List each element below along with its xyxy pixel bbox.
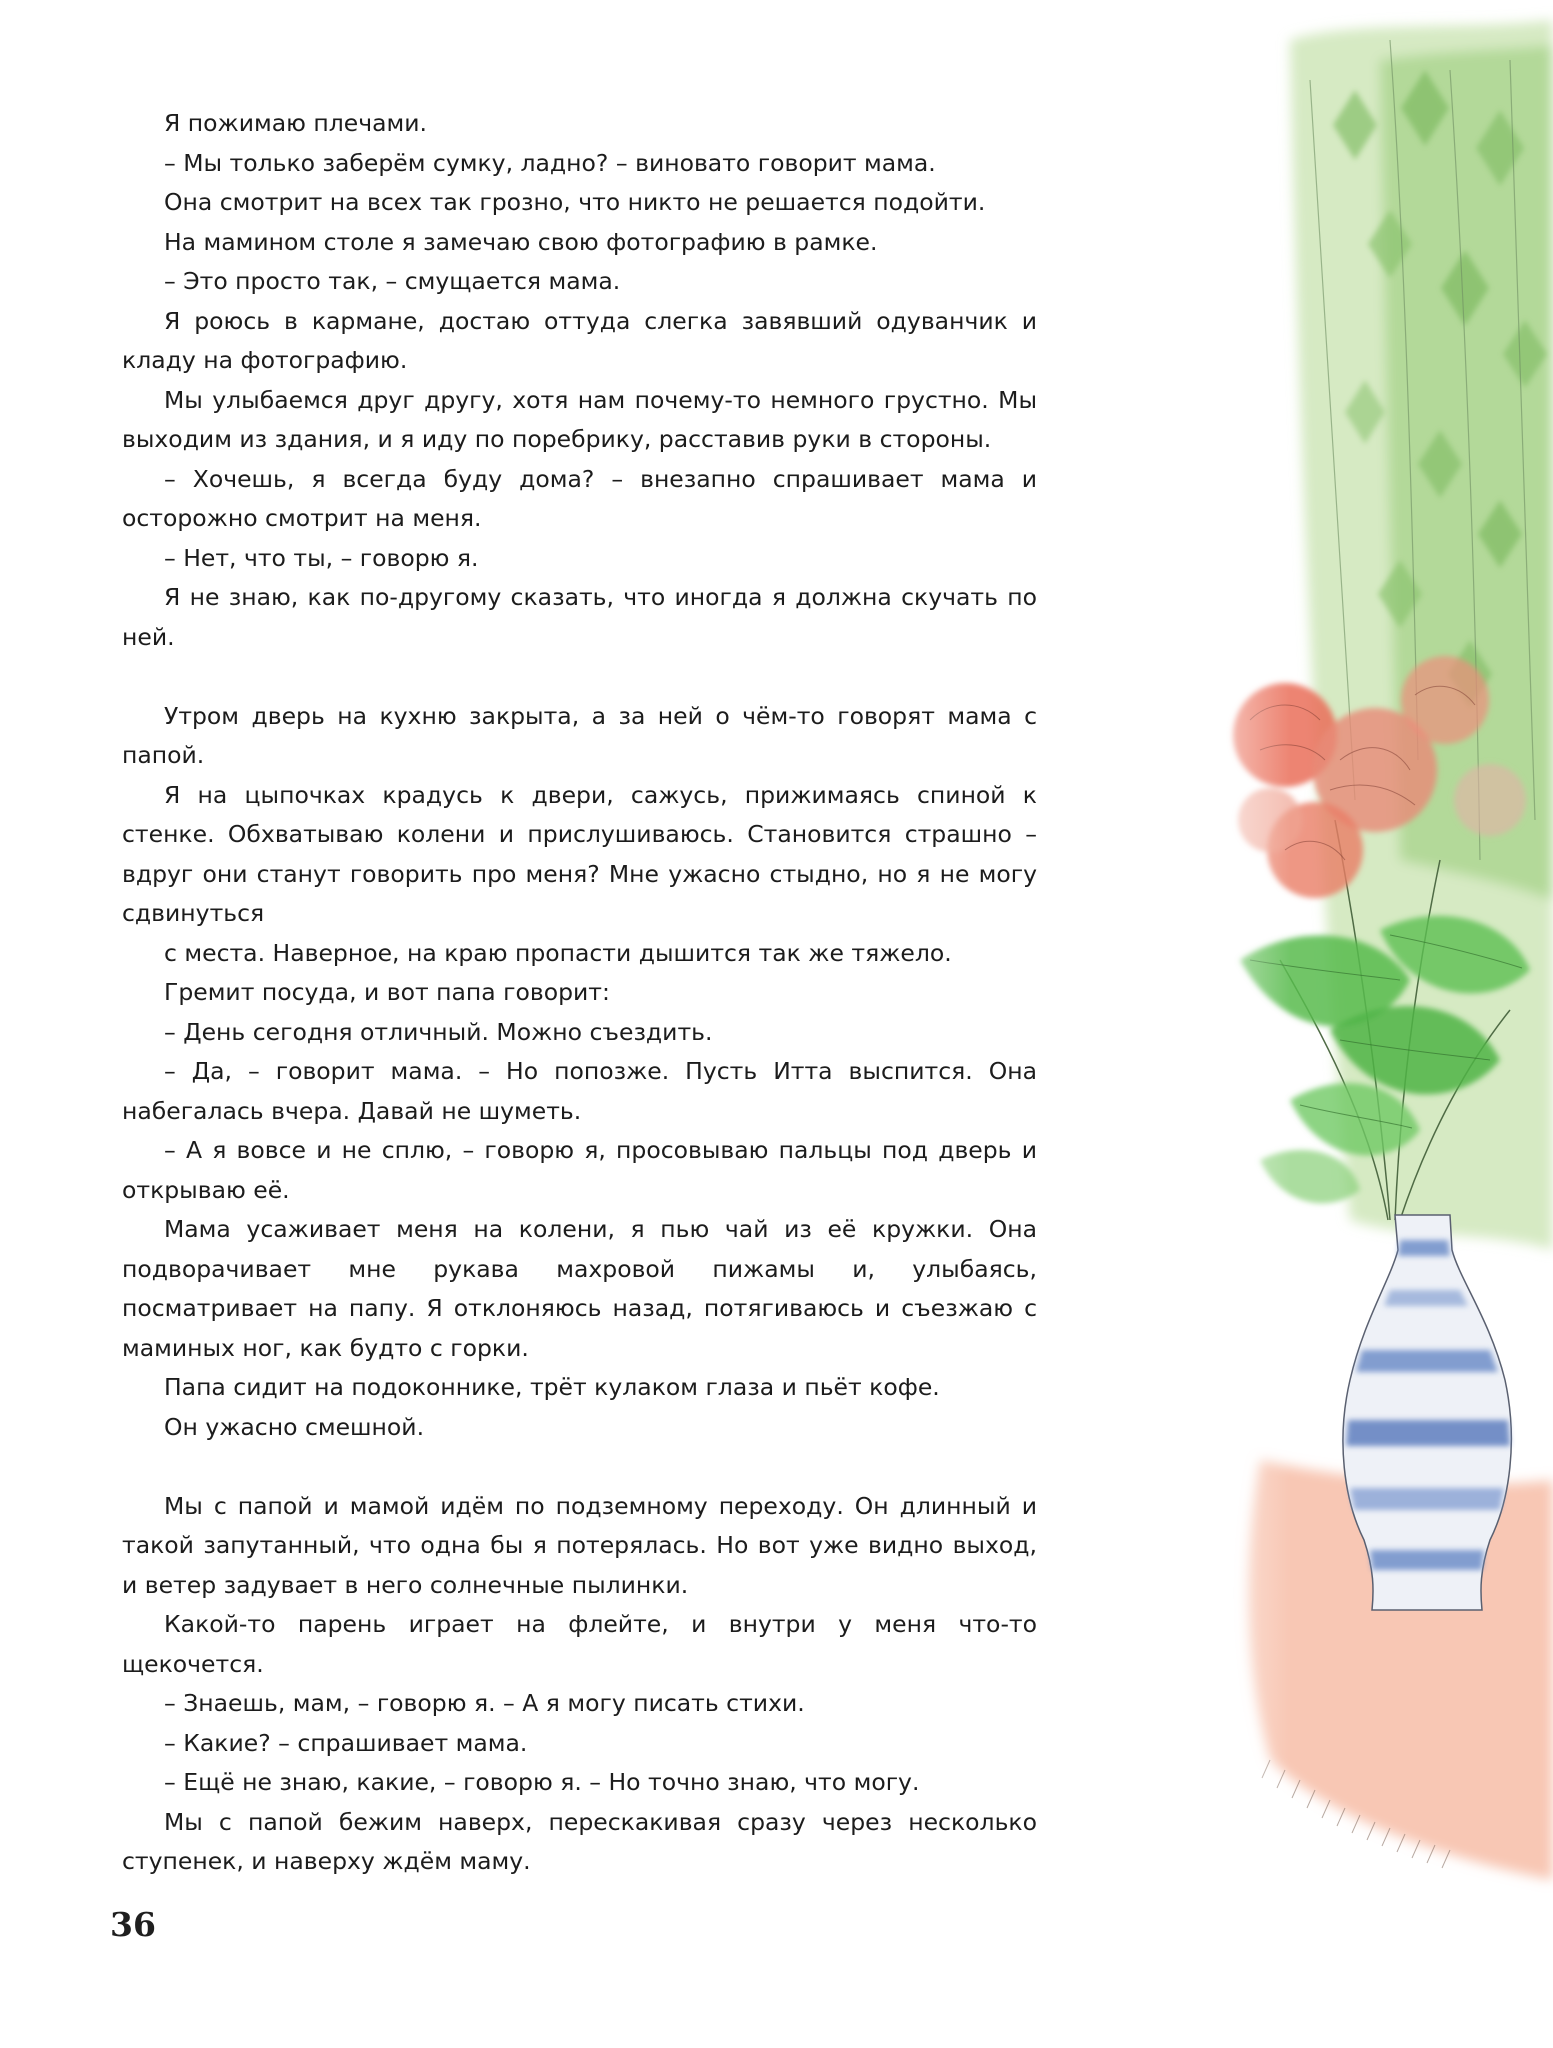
paragraph: – День сегодня отличный. Можно съездить. (164, 1017, 713, 1046)
paragraph: – Хочешь, я всегда буду дома? – внезапно спрашивает мама и осторожно смотрит на меня. (122, 464, 1037, 532)
paragraph: Он ужасно смешной. (164, 1412, 425, 1441)
paragraph: Мама усаживает меня на колени, я пью чай из её кружки. Она подворачивает мне рукава махровой пижамы и, улыбаясь, посматривает на папу. Я отклоняюсь назад, потягиваюсь и съезжаю с маминых ног, как будто с горки. (122, 1215, 1037, 1362)
paragraph: – Да, – говорит мама. – Но попозже. Пусть Итта выспится. Она набегалась вчера. Давай не шуметь. (122, 1057, 1037, 1125)
paragraph: Какой-то парень играет на флейте, и внутри у меня что-то щекочется. (122, 1610, 1037, 1678)
paragraph: На мамином столе я замечаю свою фотографию в рамке. (164, 227, 878, 256)
flower-vase-illustration (1150, 0, 1553, 2048)
paragraph: Мы улыбаемся друг другу, хотя нам почему-то немного грустно. Мы выходим из здания, и я иду по поребрику, расставив руки в стороны. (122, 385, 1037, 453)
paragraph: Мы с папой бежим наверх, перескакивая сразу через несколько ступенек, и наверху ждём маму. (122, 1807, 1037, 1875)
paragraph: Я роюсь в кармане, достаю оттуда слегка завявший одуванчик и кладу на фотографию. (122, 306, 1037, 374)
paragraph: Я на цыпочках крадусь к двери, сажусь, прижимаясь спиной к стенке. Обхватываю колени и прислушиваюсь. Становится страшно – вдруг они станут говорить про меня? Мне ужасно стыдно, но я не могу сдвинуться (122, 780, 1037, 927)
paragraph: – Нет, что ты, – говорю я. (164, 543, 479, 572)
paragraph: – Это просто так, – смущается мама. (164, 267, 621, 295)
page-number: 36 (110, 1905, 156, 1944)
paragraph: Утром дверь на кухню закрыта, а за ней о чём-то говорят мама с папой. (122, 701, 1037, 769)
paragraph: – А я вовсе и не сплю, – говорю я, просовываю пальцы под дверь и открываю её. (122, 1136, 1037, 1204)
story-text (122, 104, 1037, 1882)
paragraph: – Какие? – спрашивает мама. (164, 1728, 528, 1757)
paragraph: – Мы только заберём сумку, ладно? – виновато говорит мама. (164, 148, 936, 177)
paragraph: Я пожимаю плечами. (164, 109, 427, 137)
paragraph: с места. Наверное, на краю пропасти дышится так же тяжело. (164, 938, 952, 967)
paragraph: Папа сидит на подоконнике, трёт кулаком глаза и пьёт кофе. (164, 1373, 940, 1401)
paragraph: Она смотрит на всех так грозно, что никто не решается подойти. (164, 188, 986, 216)
paragraph: – Ещё не знаю, какие, – говорю я. – Но точно знаю, что могу. (164, 1768, 920, 1796)
paragraph: Гремит посуда, и вот папа говорит: (164, 978, 610, 1006)
paragraph: Я не знаю, как по-другому сказать, что иногда я должна скучать по ней. (122, 583, 1037, 651)
paragraph: – Знаешь, мам, – говорю я. – А я могу писать стихи. (164, 1689, 805, 1717)
paragraph: Мы с папой и мамой идём по подземному переходу. Он длинный и такой запутанный, что одна бы я потерялась. Но вот уже видно выход, и ветер задувает в него солнечные пылинки. (122, 1491, 1037, 1599)
